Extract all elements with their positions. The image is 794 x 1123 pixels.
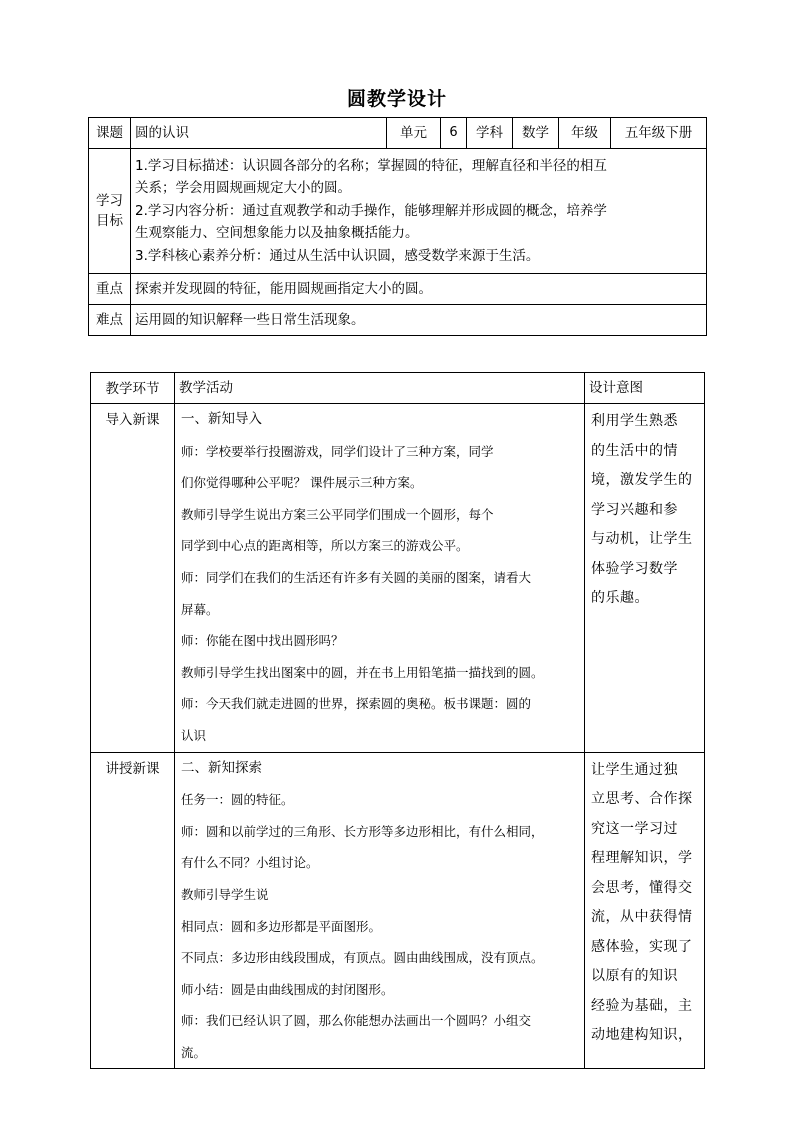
topic-label: 课题 xyxy=(89,118,131,149)
topic-value: 圆的认识 xyxy=(131,118,387,149)
goals-label xyxy=(89,149,131,274)
intent-line: 经验为基础，主 xyxy=(591,997,693,1014)
unit-value: 6 xyxy=(441,118,467,149)
goals-label-line: 学习 xyxy=(96,193,123,209)
key-label: 重点 xyxy=(89,274,131,305)
goal-line: 2.学习内容分析：通过直观教学和动手操作，能够理解并形成圆的概念，培养学 xyxy=(135,202,607,219)
activity-cell xyxy=(175,404,585,753)
unit-label: 单元 xyxy=(387,118,441,149)
activity-line: 师：我们已经认识了圆，那么你能想办法画出一个圆吗？小组交 xyxy=(181,1013,532,1029)
intent-line: 以原有的知识 xyxy=(591,968,678,985)
header-activity: 教学活动 xyxy=(175,373,585,404)
activity-line: 师：同学们在我们的生活还有许多有关圆的美丽的图案，请看大 xyxy=(181,569,532,585)
activity-line: 师小结：圆是由曲线围成的封闭图形。 xyxy=(181,981,394,997)
grade-label: 年级 xyxy=(559,118,611,149)
goal-line: 3.学科核心素养分析：通过从生活中认识圆，感受数学来源于生活。 xyxy=(135,247,540,264)
goal-line: 关系；学会用圆规画规定大小的圆。 xyxy=(135,180,351,197)
intent-line: 程理解知识，学 xyxy=(591,850,693,867)
activity-line: 有什么不同？小组讨论。 xyxy=(181,855,319,871)
activity-line: 同学到中心点的距离相等，所以方案三的游戏公平。 xyxy=(181,538,469,554)
difficulty-label: 难点 xyxy=(89,305,131,336)
intent-line: 与动机，让学生 xyxy=(591,531,693,547)
intent-line: 会思考，懂得交 xyxy=(591,879,693,896)
activity-line: 任务一：圆的特征。 xyxy=(181,792,294,808)
intent-cell xyxy=(585,752,705,1069)
goals-label-line: 目标 xyxy=(96,213,123,229)
subject-label: 学科 xyxy=(467,118,513,149)
goal-line: 1.学习目标描述：认识圆各部分的名称；掌握圆的特征，理解直径和半径的相互 xyxy=(135,157,607,174)
activity-line: 不同点：多边形由线段围成，有顶点。圆由曲线围成，没有顶点。 xyxy=(181,950,544,966)
intent-line: 立思考、合作探 xyxy=(591,791,693,808)
intent-line: 让学生通过独 xyxy=(591,761,678,778)
intent-line: 动地建构知识， xyxy=(591,1027,693,1044)
goals-content xyxy=(131,149,707,274)
goal-line: 生观察能力、空间想象能力以及抽象概括能力。 xyxy=(135,225,419,242)
key-value: 探索并发现圆的特征，能用圆规画指定大小的圆。 xyxy=(131,274,707,305)
activity-line: 师：圆和以前学过的三角形、长方形等多边形相比，有什么相同， xyxy=(181,823,544,839)
subject-value: 数学 xyxy=(513,118,559,149)
grade-value: 五年级下册 xyxy=(611,118,707,149)
stage-cell: 讲授新课 xyxy=(91,752,175,1069)
intent-line: 究这一学习过 xyxy=(591,820,678,837)
intent-line: 感体验，实现了 xyxy=(591,938,693,955)
intent-line: 的生活中的情 xyxy=(591,442,678,459)
activity-line: 教师引导学生说 xyxy=(181,886,269,902)
teaching-plan-table xyxy=(90,372,705,1069)
difficulty-value: 运用圆的知识解释一些日常生活现象。 xyxy=(131,305,707,336)
activity-line: 教师引导学生找出图案中的圆，并在书上用铅笔描一描找到的圆。 xyxy=(181,664,544,680)
page-title: 圆教学设计 xyxy=(346,88,447,110)
activity-line: 师：你能在图中找出圆形吗？ xyxy=(181,633,344,649)
activity-line: 们你觉得哪种公平呢？ 课件展示三种方案。 xyxy=(181,475,423,491)
activity-line: 教师引导学生说出方案三公平同学们围成一个圆形，每个 xyxy=(181,506,494,522)
stage-cell: 导入新课 xyxy=(91,404,175,753)
intent-line: 体验学习数学 xyxy=(591,560,678,577)
intent-line: 学习兴趣和参 xyxy=(591,501,678,518)
intent-cell xyxy=(585,404,705,753)
activity-line: 认识 xyxy=(181,727,207,743)
intent-line: 境，激发学生的 xyxy=(591,472,693,488)
activity-line: 师：今天我们就走进圆的世界，探索圆的奥秘。板书课题：圆的 xyxy=(181,696,532,712)
activity-cell xyxy=(175,752,585,1069)
intent-line: 流，从中获得情 xyxy=(591,909,693,926)
activity-line: 二、新知探索 xyxy=(181,759,262,776)
lesson-info-table xyxy=(88,117,707,336)
intent-line: 利用学生熟悉 xyxy=(591,413,678,429)
intent-line: 的乐趣。 xyxy=(591,590,649,606)
header-intent: 设计意图 xyxy=(585,373,705,404)
activity-line: 相同点：圆和多边形都是平面图形。 xyxy=(181,918,382,934)
header-stage: 教学环节 xyxy=(91,373,175,404)
activity-line: 屏幕。 xyxy=(181,601,219,617)
activity-line: 师：学校要举行投圈游戏，同学们设计了三种方案，同学 xyxy=(181,443,494,459)
activity-line: 流。 xyxy=(181,1044,207,1060)
activity-line: 一、新知导入 xyxy=(181,411,262,427)
